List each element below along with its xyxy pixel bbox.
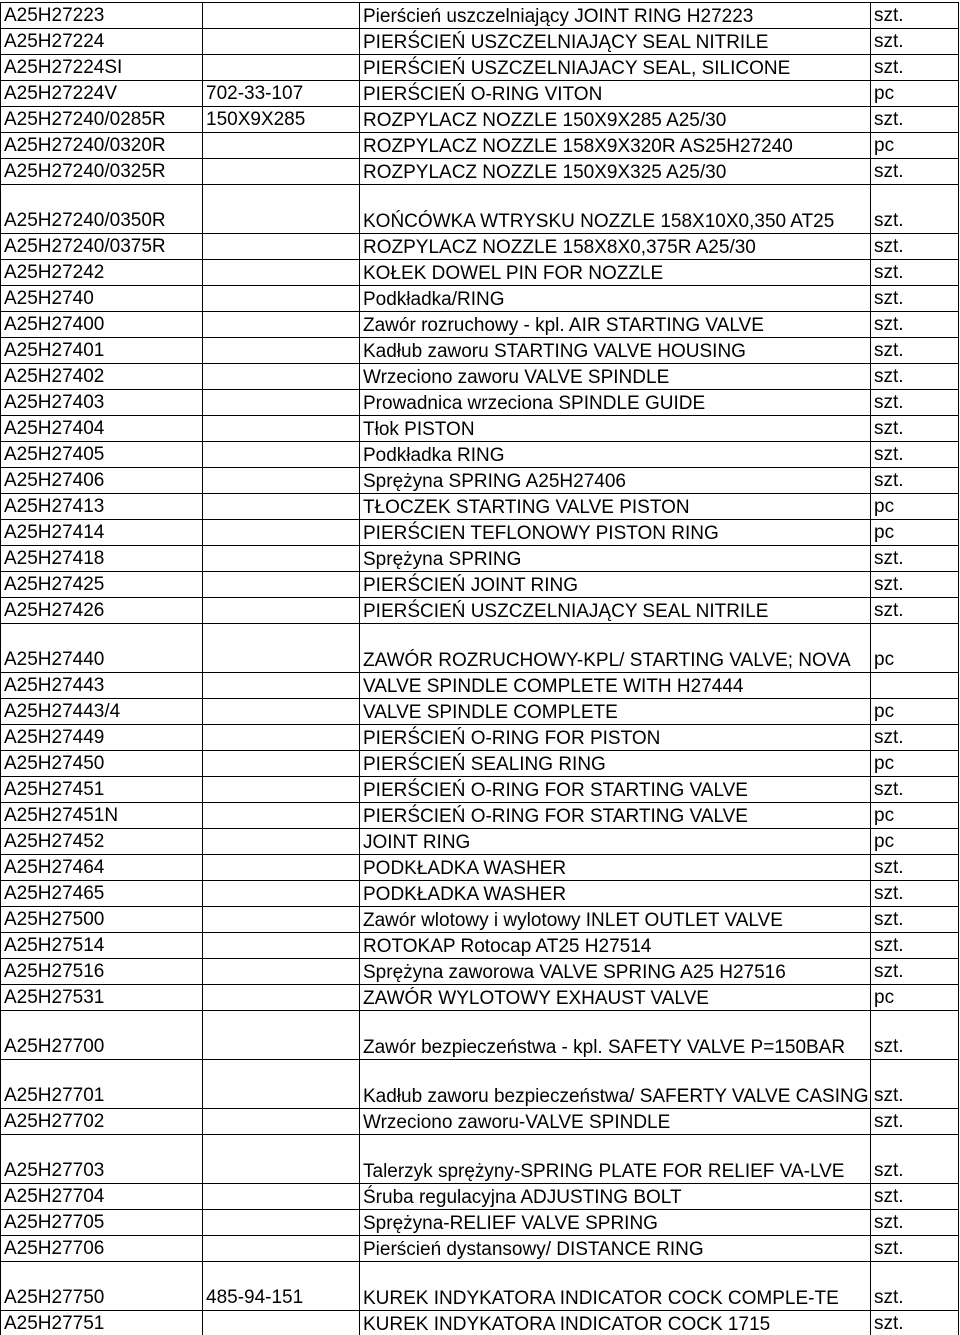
part-description-cell: Prowadnica wrzeciona SPINDLE GUIDE: [360, 390, 871, 416]
unit-cell: szt.: [871, 364, 959, 390]
table-row: [1, 494, 959, 520]
part-description-cell: ZAWÓR WYLOTOWY EXHAUST VALVE: [360, 985, 871, 1011]
reference-number-cell: [203, 624, 360, 673]
part-description-cell: ZAWÓR ROZRUCHOWY-KPL/ STARTING VALVE; NOVA: [360, 624, 871, 673]
reference-number-cell: [203, 1011, 360, 1060]
unit-cell: szt.: [871, 1311, 959, 1335]
unit-cell: szt.: [871, 234, 959, 260]
part-description-cell: PIERŚCIEŃ O-RING FOR STARTING VALVE: [360, 803, 871, 829]
reference-number-cell: [203, 1109, 360, 1135]
part-code-cell: A25H27451: [1, 777, 203, 803]
table-row: [1, 624, 959, 673]
reference-number-cell: [203, 520, 360, 546]
reference-number-cell: [203, 3, 360, 29]
table-row: [1, 699, 959, 725]
unit-cell: pc: [871, 751, 959, 777]
reference-number-cell: [203, 546, 360, 572]
reference-number-cell: [203, 959, 360, 985]
part-code-cell: A25H27240/0350R: [1, 185, 203, 234]
reference-number-cell: [203, 185, 360, 234]
part-code-cell: A25H27531: [1, 985, 203, 1011]
part-description-cell: PODKŁADKA WASHER: [360, 881, 871, 907]
unit-cell: szt.: [871, 390, 959, 416]
part-code-cell: A25H27450: [1, 751, 203, 777]
unit-cell: [871, 673, 959, 699]
part-description-cell: Pierścień dystansowy/ DISTANCE RING: [360, 1236, 871, 1262]
part-description-cell: Sprężyna-RELIEF VALVE SPRING: [360, 1210, 871, 1236]
reference-number-cell: [203, 494, 360, 520]
reference-number-cell: 485-94-151: [203, 1262, 360, 1311]
reference-number-cell: 150X9X285: [203, 107, 360, 133]
part-description-cell: PIERŚCIEŃ SEALING RING: [360, 751, 871, 777]
reference-number-cell: [203, 725, 360, 751]
reference-number-cell: [203, 286, 360, 312]
table-row: [1, 338, 959, 364]
unit-cell: szt.: [871, 1184, 959, 1210]
part-code-cell: A25H27414: [1, 520, 203, 546]
unit-cell: pc: [871, 699, 959, 725]
part-description-cell: PIERŚCIEŃ JOINT RING: [360, 572, 871, 598]
unit-cell: szt.: [871, 959, 959, 985]
reference-number-cell: [203, 390, 360, 416]
unit-cell: szt.: [871, 881, 959, 907]
part-code-cell: A25H27449: [1, 725, 203, 751]
part-code-cell: A25H27400: [1, 312, 203, 338]
unit-cell: szt.: [871, 933, 959, 959]
unit-cell: szt.: [871, 107, 959, 133]
table-row: [1, 442, 959, 468]
part-code-cell: A25H27516: [1, 959, 203, 985]
part-code-cell: A25H27224SI: [1, 55, 203, 81]
part-description-cell: Kadłub zaworu STARTING VALVE HOUSING: [360, 338, 871, 364]
table-row: [1, 312, 959, 338]
part-description-cell: PIERŚCIEŃ USZCZELNIAJACY SEAL, SILICONE: [360, 55, 871, 81]
unit-cell: szt.: [871, 1210, 959, 1236]
reference-number-cell: [203, 133, 360, 159]
part-code-cell: A25H27224: [1, 29, 203, 55]
part-code-cell: A25H27451N: [1, 803, 203, 829]
unit-cell: szt.: [871, 468, 959, 494]
table-row: [1, 1135, 959, 1184]
reference-number-cell: [203, 829, 360, 855]
part-description-cell: Pierścień uszczelniający JOINT RING H27223: [360, 3, 871, 29]
table-row: [1, 598, 959, 624]
part-code-cell: A25H27440: [1, 624, 203, 673]
reference-number-cell: [203, 1135, 360, 1184]
part-code-cell: A25H27443: [1, 673, 203, 699]
unit-cell: szt.: [871, 442, 959, 468]
part-code-cell: A25H27700: [1, 1011, 203, 1060]
unit-cell: szt.: [871, 777, 959, 803]
table-row: [1, 1184, 959, 1210]
reference-number-cell: [203, 260, 360, 286]
table-row: [1, 416, 959, 442]
part-code-cell: A25H27224V: [1, 81, 203, 107]
reference-number-cell: [203, 907, 360, 933]
part-description-cell: Zawór rozruchowy - kpl. AIR STARTING VALVE: [360, 312, 871, 338]
unit-cell: szt.: [871, 1135, 959, 1184]
part-description-cell: ROZPYLACZ NOZZLE 150X9X325 A25/30: [360, 159, 871, 185]
table-row: [1, 1311, 959, 1335]
unit-cell: szt.: [871, 3, 959, 29]
table-row: [1, 468, 959, 494]
part-description-cell: PIERŚCIEN TEFLONOWY PISTON RING: [360, 520, 871, 546]
reference-number-cell: [203, 1060, 360, 1109]
part-description-cell: KUREK INDYKATORA INDICATOR COCK COMPLE-TE: [360, 1262, 871, 1311]
reference-number-cell: [203, 751, 360, 777]
reference-number-cell: [203, 416, 360, 442]
reference-number-cell: [203, 338, 360, 364]
part-description-cell: KOŁEK DOWEL PIN FOR NOZZLE: [360, 260, 871, 286]
part-code-cell: A25H27464: [1, 855, 203, 881]
part-description-cell: Wrzeciono zaworu-VALVE SPINDLE: [360, 1109, 871, 1135]
unit-cell: szt.: [871, 286, 959, 312]
part-code-cell: A25H27426: [1, 598, 203, 624]
reference-number-cell: [203, 442, 360, 468]
unit-cell: pc: [871, 985, 959, 1011]
reference-number-cell: [203, 572, 360, 598]
table-row: [1, 881, 959, 907]
table-row: [1, 260, 959, 286]
unit-cell: szt.: [871, 546, 959, 572]
part-code-cell: A25H27751: [1, 1311, 203, 1335]
part-description-cell: PIERŚCIEŃ USZCZELNIAJĄCY SEAL NITRILE: [360, 598, 871, 624]
reference-number-cell: [203, 312, 360, 338]
unit-cell: szt.: [871, 1236, 959, 1262]
part-description-cell: Wrzeciono zaworu VALVE SPINDLE: [360, 364, 871, 390]
table-row: [1, 725, 959, 751]
table-row: [1, 185, 959, 234]
unit-cell: pc: [871, 520, 959, 546]
unit-cell: szt.: [871, 725, 959, 751]
unit-cell: szt.: [871, 1060, 959, 1109]
table-row: [1, 985, 959, 1011]
part-code-cell: A25H27702: [1, 1109, 203, 1135]
part-description-cell: Podkładka RING: [360, 442, 871, 468]
unit-cell: szt.: [871, 1109, 959, 1135]
part-code-cell: A25H27443/4: [1, 699, 203, 725]
table-row: [1, 159, 959, 185]
part-code-cell: A25H27704: [1, 1184, 203, 1210]
part-description-cell: PIERŚCIEŃ O-RING VITON: [360, 81, 871, 107]
unit-cell: szt.: [871, 907, 959, 933]
part-description-cell: Zawór wlotowy i wylotowy INLET OUTLET VALVE: [360, 907, 871, 933]
table-row: [1, 286, 959, 312]
part-description-cell: Podkładka/RING: [360, 286, 871, 312]
table-row: [1, 1262, 959, 1311]
part-code-cell: A25H27500: [1, 907, 203, 933]
part-description-cell: Tłok PISTON: [360, 416, 871, 442]
reference-number-cell: [203, 673, 360, 699]
unit-cell: szt.: [871, 572, 959, 598]
unit-cell: szt.: [871, 312, 959, 338]
table-row: [1, 81, 959, 107]
reference-number-cell: [203, 933, 360, 959]
part-description-cell: Śruba regulacyjna ADJUSTING BOLT: [360, 1184, 871, 1210]
part-code-cell: A25H27404: [1, 416, 203, 442]
part-code-cell: A25H27240/0325R: [1, 159, 203, 185]
part-code-cell: A25H27452: [1, 829, 203, 855]
table-row: [1, 959, 959, 985]
unit-cell: pc: [871, 624, 959, 673]
reference-number-cell: [203, 364, 360, 390]
unit-cell: szt.: [871, 855, 959, 881]
part-code-cell: A25H27413: [1, 494, 203, 520]
part-description-cell: VALVE SPINDLE COMPLETE WITH H27444: [360, 673, 871, 699]
unit-cell: pc: [871, 803, 959, 829]
unit-cell: szt.: [871, 29, 959, 55]
part-description-cell: TŁOCZEK STARTING VALVE PISTON: [360, 494, 871, 520]
table-row: [1, 1109, 959, 1135]
part-code-cell: A25H27705: [1, 1210, 203, 1236]
part-code-cell: A25H27425: [1, 572, 203, 598]
table-row: [1, 133, 959, 159]
part-code-cell: A25H27402: [1, 364, 203, 390]
part-code-cell: A25H27405: [1, 442, 203, 468]
table-row: [1, 803, 959, 829]
part-description-cell: Talerzyk sprężyny-SPRING PLATE FOR RELIEF VA-LVE: [360, 1135, 871, 1184]
table-row: [1, 1210, 959, 1236]
reference-number-cell: [203, 881, 360, 907]
table-row: [1, 933, 959, 959]
table-row: [1, 390, 959, 416]
reference-number-cell: [203, 1184, 360, 1210]
reference-number-cell: [203, 1210, 360, 1236]
part-description-cell: Kadłub zaworu bezpieczeństwa/ SAFERTY VALVE CASING: [360, 1060, 871, 1109]
unit-cell: szt.: [871, 416, 959, 442]
part-code-cell: A25H27401: [1, 338, 203, 364]
reference-number-cell: [203, 985, 360, 1011]
unit-cell: szt.: [871, 338, 959, 364]
part-code-cell: A25H27240/0375R: [1, 234, 203, 260]
part-description-cell: PIERŚCIEŃ O-RING FOR PISTON: [360, 725, 871, 751]
table-row: [1, 107, 959, 133]
unit-cell: szt.: [871, 1262, 959, 1311]
reference-number-cell: [203, 855, 360, 881]
part-code-cell: A25H27240/0285R: [1, 107, 203, 133]
part-description-cell: KUREK INDYKATORA INDICATOR COCK 1715: [360, 1311, 871, 1335]
part-description-cell: ROZPYLACZ NOZZLE 158X9X320R AS25H27240: [360, 133, 871, 159]
reference-number-cell: [203, 234, 360, 260]
unit-cell: szt.: [871, 159, 959, 185]
table-row: [1, 777, 959, 803]
unit-cell: pc: [871, 494, 959, 520]
unit-cell: pc: [871, 81, 959, 107]
table-row: [1, 673, 959, 699]
table-row: [1, 546, 959, 572]
part-code-cell: A25H27465: [1, 881, 203, 907]
table-row: [1, 55, 959, 81]
reference-number-cell: [203, 1311, 360, 1335]
unit-cell: szt.: [871, 1011, 959, 1060]
part-description-cell: KOŃCÓWKA WTRYSKU NOZZLE 158X10X0,350 AT25: [360, 185, 871, 234]
part-code-cell: A25H27418: [1, 546, 203, 572]
part-code-cell: A25H27701: [1, 1060, 203, 1109]
unit-cell: szt.: [871, 55, 959, 81]
table-row: [1, 29, 959, 55]
part-description-cell: Sprężyna SPRING: [360, 546, 871, 572]
part-description-cell: Sprężyna SPRING A25H27406: [360, 468, 871, 494]
unit-cell: pc: [871, 133, 959, 159]
part-description-cell: ROZPYLACZ NOZZLE 150X9X285 A25/30: [360, 107, 871, 133]
table-row: [1, 1060, 959, 1109]
part-description-cell: PODKŁADKA WASHER: [360, 855, 871, 881]
reference-number-cell: [203, 1236, 360, 1262]
parts-table-body: [1, 3, 959, 1335]
table-row: [1, 3, 959, 29]
part-code-cell: A25H27240/0320R: [1, 133, 203, 159]
parts-table: [0, 2, 959, 1335]
table-row: [1, 520, 959, 546]
table-row: [1, 572, 959, 598]
reference-number-cell: [203, 29, 360, 55]
part-code-cell: A25H27406: [1, 468, 203, 494]
table-row: [1, 234, 959, 260]
part-description-cell: VALVE SPINDLE COMPLETE: [360, 699, 871, 725]
reference-number-cell: [203, 468, 360, 494]
part-description-cell: Sprężyna zaworowa VALVE SPRING A25 H27516: [360, 959, 871, 985]
table-row: [1, 829, 959, 855]
unit-cell: szt.: [871, 260, 959, 286]
part-description-cell: PIERŚCIEŃ O-RING FOR STARTING VALVE: [360, 777, 871, 803]
part-description-cell: ROZPYLACZ NOZZLE 158X8X0,375R A25/30: [360, 234, 871, 260]
part-description-cell: JOINT RING: [360, 829, 871, 855]
table-row: [1, 855, 959, 881]
part-code-cell: A25H2740: [1, 286, 203, 312]
table-row: [1, 907, 959, 933]
part-code-cell: A25H27703: [1, 1135, 203, 1184]
part-description-cell: Zawór bezpieczeństwa - kpl. SAFETY VALVE P=150BAR: [360, 1011, 871, 1060]
unit-cell: szt.: [871, 185, 959, 234]
part-code-cell: A25H27706: [1, 1236, 203, 1262]
table-row: [1, 1011, 959, 1060]
part-code-cell: A25H27514: [1, 933, 203, 959]
unit-cell: pc: [871, 829, 959, 855]
part-code-cell: A25H27242: [1, 260, 203, 286]
table-row: [1, 1236, 959, 1262]
table-row: [1, 364, 959, 390]
part-code-cell: A25H27750: [1, 1262, 203, 1311]
reference-number-cell: [203, 803, 360, 829]
unit-cell: szt.: [871, 598, 959, 624]
reference-number-cell: 702-33-107: [203, 81, 360, 107]
reference-number-cell: [203, 159, 360, 185]
part-description-cell: PIERŚCIEŃ USZCZELNIAJĄCY SEAL NITRILE: [360, 29, 871, 55]
part-description-cell: ROTOKAP Rotocap AT25 H27514: [360, 933, 871, 959]
table-row: [1, 751, 959, 777]
part-code-cell: A25H27403: [1, 390, 203, 416]
part-code-cell: A25H27223: [1, 3, 203, 29]
reference-number-cell: [203, 598, 360, 624]
reference-number-cell: [203, 699, 360, 725]
reference-number-cell: [203, 55, 360, 81]
reference-number-cell: [203, 777, 360, 803]
